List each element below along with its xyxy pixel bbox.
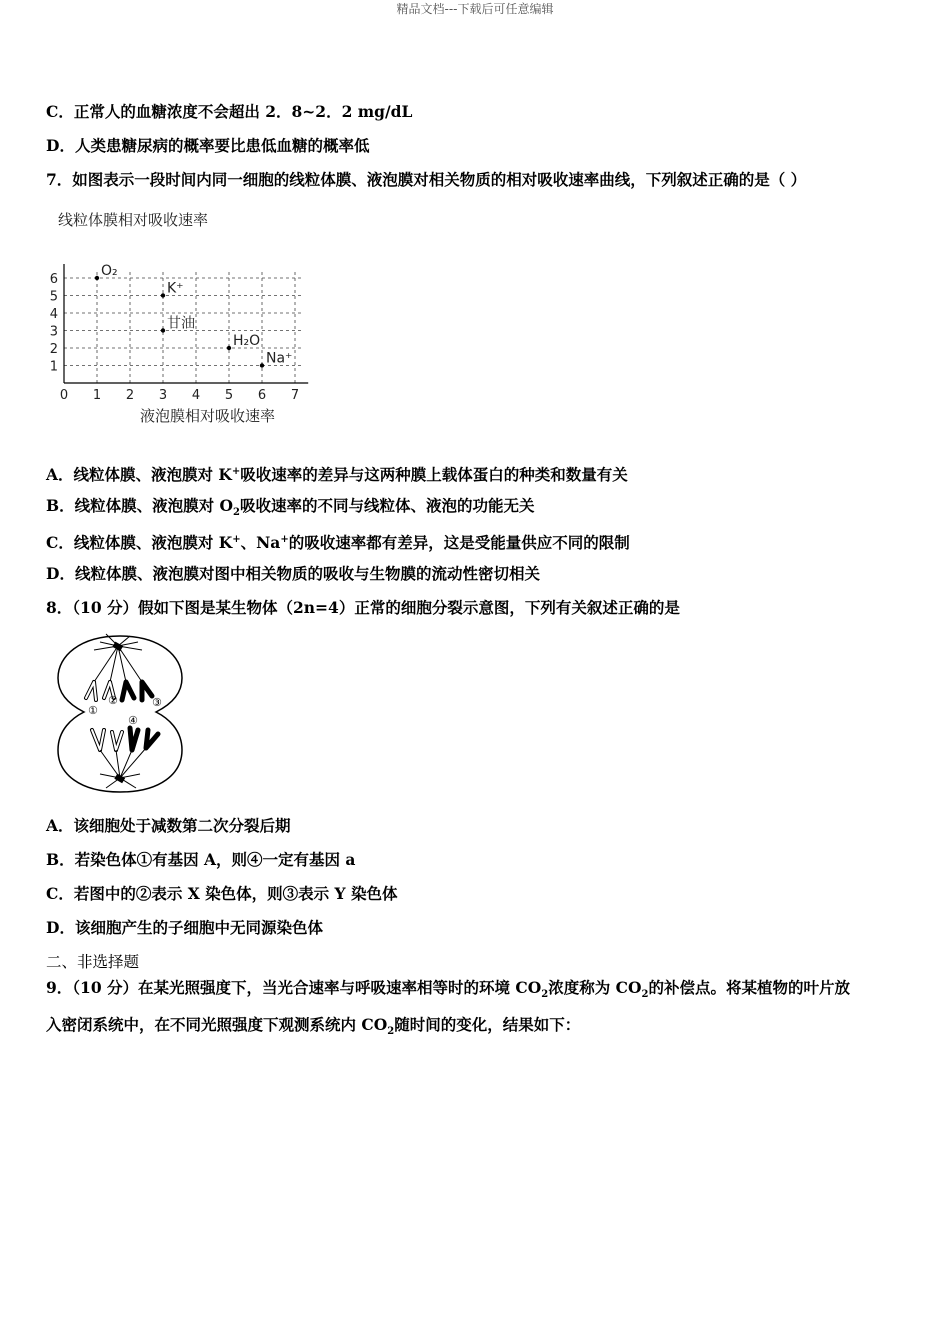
label-3: ③ xyxy=(152,696,162,709)
x-tick-label: 2 xyxy=(125,388,135,403)
data-point-label: O₂ xyxy=(101,263,118,279)
x-tick-label: 4 xyxy=(191,388,201,403)
chart-svg xyxy=(40,205,320,435)
x-axis-label: 液泡膜相对吸收速率 xyxy=(140,407,276,425)
page-header: 精品文档---下载后可任意编辑 xyxy=(396,2,554,16)
data-point-label: Na⁺ xyxy=(266,350,293,367)
data-point-label: 甘油 xyxy=(167,315,195,332)
label-2: ② xyxy=(108,694,118,707)
bottom-chromosomes xyxy=(92,728,158,750)
y-tick-label: 3 xyxy=(49,324,58,340)
y-axis-label: 线粒体膜相对吸收速率 xyxy=(58,211,209,229)
section-heading: 二、非选择题 xyxy=(46,953,140,971)
cell-division-figure xyxy=(50,628,190,802)
q8-option-d: D．该细胞产生的子细胞中无同源染色体 xyxy=(46,918,323,937)
y-tick-label: 5 xyxy=(49,289,58,305)
bottom-centrosome xyxy=(100,748,146,788)
absorption-rate-chart xyxy=(40,205,320,439)
q7-option-d: D．线粒体膜、液泡膜对图中相关物质的吸收与生物膜的流动性密切相关 xyxy=(46,564,540,583)
y-tick-label: 4 xyxy=(49,307,58,322)
q6-option-d: D．人类患糖尿病的概率要比患低血糖的概率低 xyxy=(46,136,370,155)
top-chromosomes xyxy=(86,682,152,700)
x-tick-label: 0 xyxy=(59,388,69,403)
q8-option-c: C．若图中的②表示 X 染色体，则③表示 Y 染色体 xyxy=(46,884,398,903)
x-tick-label: 5 xyxy=(224,388,234,403)
data-point xyxy=(260,363,264,367)
q7-option-b: B．线粒体膜、液泡膜对 $O_2$吸收速率的不同与线粒体、液泡的功能无关 xyxy=(46,496,535,519)
q8-option-b: B．若染色体①有基因 A，则④一定有基因 a xyxy=(46,850,356,869)
y-tick-label: 2 xyxy=(49,342,58,357)
cell-svg xyxy=(50,628,190,798)
cell-membrane xyxy=(58,636,182,792)
y-tick-label: 6 xyxy=(49,272,58,287)
data-point xyxy=(161,293,165,297)
q7-option-c: C．线粒体膜、液泡膜对 K+、Na+的吸收速率都有差异，这是受能量供应不同的限制 xyxy=(46,533,630,553)
x-tick-label: 6 xyxy=(257,388,267,403)
question-9-line-1: 9．（10 分）在某光照强度下，当光合速率与呼吸速率相等时的环境 $CO_2$浓度称为 $CO_2$的补偿点。将某植物的叶片放 xyxy=(46,978,850,1001)
label-4: ④ xyxy=(128,714,138,727)
top-centrosome xyxy=(94,634,142,682)
label-1: ① xyxy=(88,704,98,717)
question-8: 8．（10 分）假如下图是某生物体（2n=4）正常的细胞分裂示意图，下列有关叙述正确的是 xyxy=(46,598,680,617)
y-tick-label: 1 xyxy=(49,359,58,375)
data-point xyxy=(161,328,165,332)
q7-option-a: A．线粒体膜、液泡膜对 K+吸收速率的差异与这两种膜上载体蛋白的种类和数量有关 xyxy=(46,465,628,485)
data-point-label: H₂O xyxy=(233,333,261,349)
q8-option-a: A．该细胞处于减数第二次分裂后期 xyxy=(46,816,291,835)
data-point xyxy=(95,276,99,280)
x-tick-label: 7 xyxy=(290,388,300,403)
question-7: 7．如图表示一段时间内同一细胞的线粒体膜、液泡膜对相关物质的相对吸收速率曲线，下列叙述正确的是（ ） xyxy=(46,170,807,189)
q6-option-c: C．正常人的血糖浓度不会超出 2．8~2．2 mg/dL xyxy=(46,102,413,121)
data-point-label: K⁺ xyxy=(167,280,184,297)
data-point xyxy=(227,346,231,350)
x-tick-label: 3 xyxy=(158,388,168,403)
x-tick-label: 1 xyxy=(92,388,102,403)
question-9-line-2: 入密闭系统中，在不同光照强度下观测系统内 $CO_2$随时间的变化，结果如下： xyxy=(46,1015,581,1038)
